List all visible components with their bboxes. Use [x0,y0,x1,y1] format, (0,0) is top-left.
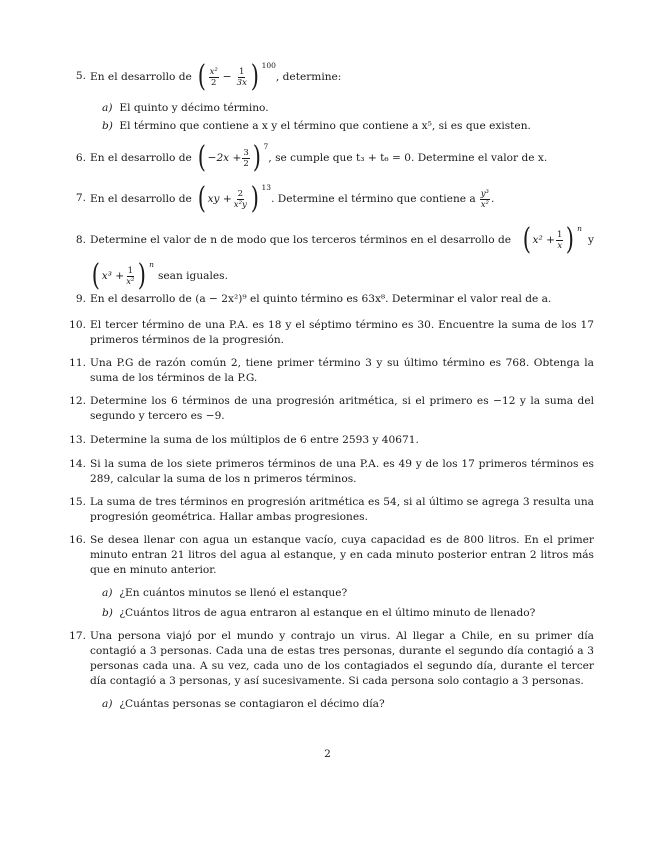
expression: x² + [532,233,556,246]
problem-17 [62,629,594,689]
left-paren: ( [197,59,206,94]
problem-text: sean iguales. [157,269,228,282]
problem-number: 10. [69,319,86,331]
subitem-text: ¿Cuántos litros de agua entraron al estanque en el último minuto de llenado? [119,607,536,619]
right-paren: ) [566,222,575,257]
fraction: $\frac{2}{\text{x²y}}$ [233,188,247,210]
subitem-5b [102,119,602,134]
fraction: $\frac{\text{x²}}{2}$ [209,66,218,88]
problem-text: El tercer término de una P.A. es 18 y el séptimo término es 30. Encuentre la suma de los 17 primeros términos de la progresión. [90,319,594,346]
exponent: 13 [261,182,272,192]
problem-number: 6. [75,152,86,164]
fraction: $\frac{1}{\text{x²}}$ [126,265,135,287]
problem-text: , se cumple que t₃ + t₆ = 0. Determine el valor de x. [268,151,548,164]
problem-15 [62,495,594,525]
right-paren: ) [138,258,147,293]
problem-number: 16. [69,534,86,546]
problem-number: 15. [69,496,86,508]
problem-text: . [490,192,495,205]
right-paren: ) [250,181,259,216]
problem-text: Determine el valor de n de modo que los terceros términos en el desarrollo de [90,233,511,246]
problem-text: La suma de tres términos en progresión aritmética es 54, si al último se agrega 3 resulta una progresión geométrica. Hallar ambas progresiones. [90,496,594,523]
subitem-label: a) [102,698,113,710]
problem-text: En el desarrollo de [90,151,192,164]
problem-text: En el desarrollo de (a − 2x²)⁹ el quinto término es 63x⁸. Determinar el valor real de a. [90,293,552,305]
subitem-label: a) [102,587,113,599]
subitem-5a [102,101,602,116]
expression: −2x + [207,151,242,164]
problem-text: , determine: [275,70,342,83]
subitem-16b [102,606,602,621]
problem-number: 8. [75,234,86,246]
problem-text: y [588,233,594,246]
problem-number: 12. [69,395,86,407]
problem-number: 14. [69,458,86,470]
fraction: $\frac{1}{3x}$ [236,66,247,88]
problem-11 [62,356,594,386]
problem-number: 13. [69,434,86,446]
problem-number: 9. [75,293,86,305]
expression: xy + [207,192,232,205]
subitem-17a [102,697,602,712]
problem-text: Una P.G de razón común 2, tiene primer término 3 y su último término es 768. Obtenga la suma de los términos de la P.G. [90,357,594,384]
problem-5 [62,60,594,94]
problem-8 [62,222,594,294]
fraction: $\frac{3}{2}$ [243,147,249,169]
exponent: 7 [263,141,269,151]
subitem-label: b) [102,607,113,619]
left-paren: ( [197,181,206,216]
page-number: 2 [324,748,331,760]
problem-number: 11. [69,357,86,369]
fraction: $\frac{1}{x}$ [557,229,563,251]
left-paren: ( [91,258,100,293]
exponent: 100 [261,60,276,70]
problem-text: . Determine el término que contiene a [271,192,476,205]
subitem-16a [102,586,602,601]
problem-text: Una persona viajó por el mundo y contrajo un virus. Al llegar a Chile, en su primer día contagió a 3 personas. Cada una de estas tres personas, durante el segundo día contagió a 3 personas cada una. A su vez, cada uno de los contagiados el segundo día, durante el tercer día contagió a 3 personas, y así sucesivamente. Si cada persona solo contagio a 3 personas. [90,630,594,687]
problem-text: En el desarrollo de [90,70,192,83]
problem-text: Determine los 6 términos de una progresión aritmética, si el primero es −12 y la suma del segundo y tercero es −9. [90,395,594,422]
problem-6 [62,140,594,176]
problem-text: En el desarrollo de [90,192,192,205]
subitem-text: El término que contiene a x y el término que contiene a x⁵, si es que existen. [119,120,531,132]
exponent: n [149,259,154,269]
problem-text: Determine la suma de los múltiplos de 6 entre 2593 y 40671. [90,434,419,446]
problem-7 [62,180,594,218]
subitem-text: ¿En cuántos minutos se llenó el estanque? [119,587,348,599]
problem-number: 7. [75,192,86,204]
left-paren: ( [522,222,531,257]
subitem-label: b) [102,120,113,132]
subitem-label: a) [102,102,113,114]
problem-text: Se desea llenar con agua un estanque vacío, cuya capacidad es de 800 litros. En el primer minuto entran 21 litros del agua al estanque, y en cada minuto posterior entran 2 litros más que en minuto anterior. [90,534,594,576]
problem-10 [62,318,594,348]
expression: x³ + [101,269,125,282]
operator: − [222,70,232,83]
problem-number: 17. [69,630,86,642]
problem-12 [62,394,594,424]
problem-14 [62,457,594,487]
problem-9 [62,292,594,307]
subitem-text: El quinto y décimo término. [119,102,269,114]
problem-16 [62,533,594,578]
exponent: n [577,223,582,233]
right-paren: ) [250,59,259,94]
problem-number: 5. [75,70,86,82]
fraction: $\frac{\text{y³}}{\text{x²}}$ [480,188,489,210]
subitem-text: ¿Cuántas personas se contagiaron el décimo día? [119,698,385,710]
right-paren: ) [252,140,261,175]
left-paren: ( [197,140,206,175]
problem-text: Si la suma de los siete primeros términos de una P.A. es 49 y de los 17 primeros términos es 289, calcular la suma de los n primeros términos. [90,458,594,485]
problem-13 [62,433,594,448]
